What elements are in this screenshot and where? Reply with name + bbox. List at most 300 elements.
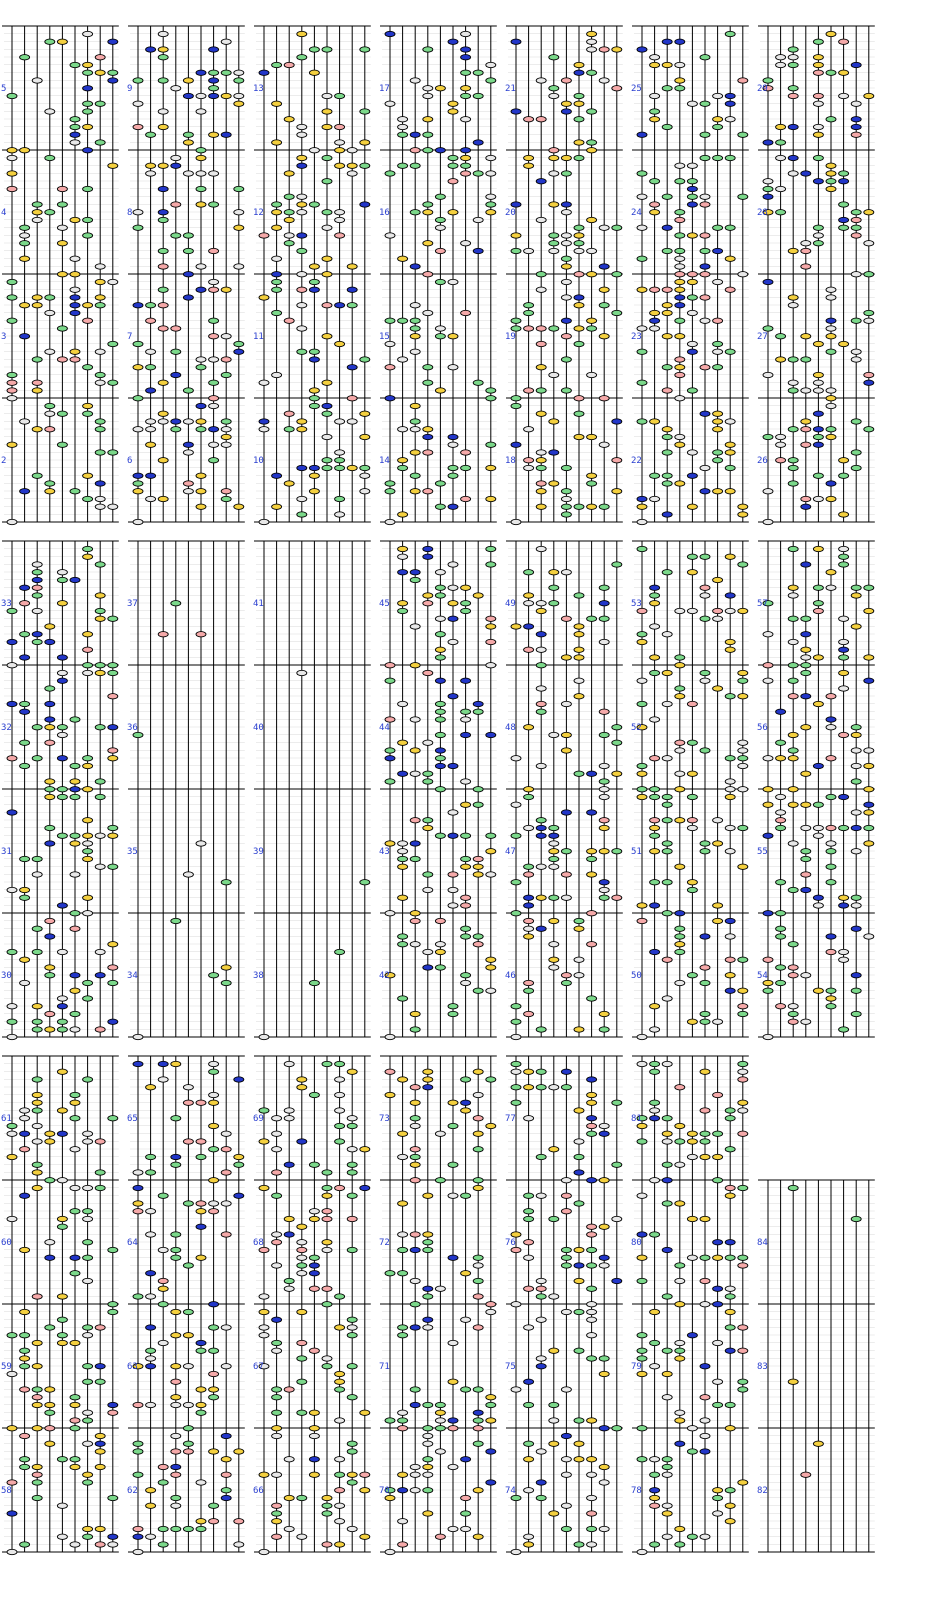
note-green[interactable]: [776, 965, 786, 970]
note-pink[interactable]: [599, 396, 609, 401]
note-green[interactable]: [549, 601, 559, 606]
note-green[interactable]: [45, 973, 55, 978]
note-white[interactable]: [335, 1519, 345, 1524]
note-yellow[interactable]: [57, 1340, 67, 1345]
note-blue[interactable]: [158, 1061, 168, 1066]
note-green[interactable]: [335, 1387, 345, 1392]
note-green[interactable]: [108, 341, 118, 346]
note-white[interactable]: [738, 763, 748, 768]
note-pink[interactable]: [309, 1348, 319, 1353]
note-green[interactable]: [486, 546, 496, 551]
note-pink[interactable]: [637, 918, 647, 923]
note-green[interactable]: [57, 1224, 67, 1229]
note-green[interactable]: [95, 725, 105, 730]
note-white[interactable]: [776, 794, 786, 799]
note-green[interactable]: [587, 616, 597, 621]
note-white[interactable]: [57, 732, 67, 737]
note-yellow[interactable]: [70, 779, 80, 784]
note-green[interactable]: [675, 1348, 685, 1353]
note-blue[interactable]: [196, 1224, 206, 1229]
note-white[interactable]: [284, 1061, 294, 1066]
note-blue[interactable]: [524, 1379, 534, 1384]
note-blue[interactable]: [801, 887, 811, 892]
note-white[interactable]: [448, 279, 458, 284]
note-blue[interactable]: [360, 202, 370, 207]
note-green[interactable]: [133, 225, 143, 230]
note-white[interactable]: [259, 1549, 269, 1554]
note-white[interactable]: [410, 717, 420, 722]
note-green[interactable]: [7, 372, 17, 377]
note-yellow[interactable]: [83, 856, 93, 861]
note-green[interactable]: [763, 186, 773, 191]
note-white[interactable]: [322, 1356, 332, 1361]
note-green[interactable]: [335, 1061, 345, 1066]
note-green[interactable]: [297, 1379, 307, 1384]
note-blue[interactable]: [146, 1325, 156, 1330]
note-yellow[interactable]: [524, 1069, 534, 1074]
note-green[interactable]: [851, 585, 861, 590]
note-white[interactable]: [725, 787, 735, 792]
note-yellow[interactable]: [398, 864, 408, 869]
note-white[interactable]: [536, 1193, 546, 1198]
note-green[interactable]: [700, 980, 710, 985]
note-yellow[interactable]: [461, 1108, 471, 1113]
note-blue[interactable]: [448, 694, 458, 699]
note-green[interactable]: [20, 1457, 30, 1462]
note-blue[interactable]: [146, 1364, 156, 1369]
note-pink[interactable]: [637, 608, 647, 613]
note-pink[interactable]: [221, 357, 231, 362]
note-white[interactable]: [146, 1232, 156, 1237]
note-yellow[interactable]: [675, 1356, 685, 1361]
note-yellow[interactable]: [687, 771, 697, 776]
note-yellow[interactable]: [20, 887, 30, 892]
note-pink[interactable]: [209, 1209, 219, 1214]
note-pink[interactable]: [45, 918, 55, 923]
note-yellow[interactable]: [448, 334, 458, 339]
note-green[interactable]: [32, 1495, 42, 1500]
note-green[interactable]: [57, 1317, 67, 1322]
note-blue[interactable]: [309, 465, 319, 470]
note-blue[interactable]: [309, 287, 319, 292]
note-yellow[interactable]: [297, 1085, 307, 1090]
note-green[interactable]: [536, 1027, 546, 1032]
note-yellow[interactable]: [561, 155, 571, 160]
note-green[interactable]: [435, 787, 445, 792]
note-white[interactable]: [410, 78, 420, 83]
note-pink[interactable]: [776, 818, 786, 823]
note-blue[interactable]: [675, 1441, 685, 1446]
note-yellow[interactable]: [574, 434, 584, 439]
note-yellow[interactable]: [675, 1201, 685, 1206]
note-green[interactable]: [536, 272, 546, 277]
note-blue[interactable]: [347, 365, 357, 370]
note-yellow[interactable]: [309, 1472, 319, 1477]
note-pink[interactable]: [234, 1519, 244, 1524]
note-white[interactable]: [95, 349, 105, 354]
note-white[interactable]: [297, 194, 307, 199]
note-pink[interactable]: [599, 818, 609, 823]
note-green[interactable]: [45, 403, 55, 408]
note-yellow[interactable]: [32, 303, 42, 308]
note-pink[interactable]: [687, 272, 697, 277]
note-white[interactable]: [95, 496, 105, 501]
note-white[interactable]: [461, 1317, 471, 1322]
note-green[interactable]: [410, 419, 420, 424]
note-white[interactable]: [209, 442, 219, 447]
note-pink[interactable]: [347, 396, 357, 401]
note-white[interactable]: [511, 519, 521, 524]
note-pink[interactable]: [221, 1472, 231, 1477]
note-white[interactable]: [234, 264, 244, 269]
note-green[interactable]: [612, 225, 622, 230]
note-green[interactable]: [662, 481, 672, 486]
note-yellow[interactable]: [448, 101, 458, 106]
note-white[interactable]: [398, 427, 408, 432]
note-white[interactable]: [410, 1278, 420, 1283]
note-yellow[interactable]: [83, 1472, 93, 1477]
note-yellow[interactable]: [612, 47, 622, 52]
note-green[interactable]: [700, 155, 710, 160]
note-green[interactable]: [234, 186, 244, 191]
note-white[interactable]: [385, 233, 395, 238]
note-white[interactable]: [574, 957, 584, 962]
note-green[interactable]: [171, 1495, 181, 1500]
note-green[interactable]: [511, 326, 521, 331]
note-white[interactable]: [83, 1410, 93, 1415]
note-white[interactable]: [272, 1472, 282, 1477]
note-yellow[interactable]: [725, 554, 735, 559]
note-pink[interactable]: [662, 388, 672, 393]
note-white[interactable]: [398, 124, 408, 129]
note-yellow[interactable]: [259, 1472, 269, 1477]
note-green[interactable]: [650, 670, 660, 675]
note-white[interactable]: [713, 349, 723, 354]
note-green[interactable]: [57, 1333, 67, 1338]
note-white[interactable]: [70, 1147, 80, 1152]
note-blue[interactable]: [20, 1193, 30, 1198]
note-yellow[interactable]: [435, 86, 445, 91]
note-yellow[interactable]: [461, 155, 471, 160]
note-white[interactable]: [70, 287, 80, 292]
note-yellow[interactable]: [725, 256, 735, 261]
note-blue[interactable]: [57, 756, 67, 761]
note-yellow[interactable]: [524, 163, 534, 168]
note-green[interactable]: [851, 725, 861, 730]
note-green[interactable]: [813, 225, 823, 230]
note-yellow[interactable]: [95, 593, 105, 598]
note-yellow[interactable]: [725, 450, 735, 455]
note-blue[interactable]: [637, 132, 647, 137]
note-yellow[interactable]: [675, 1418, 685, 1423]
note-yellow[interactable]: [20, 1247, 30, 1252]
note-white[interactable]: [435, 225, 445, 230]
note-green[interactable]: [146, 365, 156, 370]
note-yellow[interactable]: [45, 1027, 55, 1032]
note-white[interactable]: [864, 934, 874, 939]
note-yellow[interactable]: [322, 1193, 332, 1198]
note-yellow[interactable]: [83, 303, 93, 308]
note-green[interactable]: [196, 1348, 206, 1353]
note-yellow[interactable]: [637, 903, 647, 908]
note-yellow[interactable]: [561, 264, 571, 269]
note-white[interactable]: [839, 639, 849, 644]
note-white[interactable]: [687, 341, 697, 346]
note-blue[interactable]: [146, 388, 156, 393]
note-white[interactable]: [335, 1092, 345, 1097]
note-green[interactable]: [183, 1263, 193, 1268]
note-blue[interactable]: [524, 624, 534, 629]
note-blue[interactable]: [423, 546, 433, 551]
note-green[interactable]: [32, 473, 42, 478]
note-white[interactable]: [83, 31, 93, 36]
note-yellow[interactable]: [146, 442, 156, 447]
note-white[interactable]: [650, 1027, 660, 1032]
note-green[interactable]: [284, 241, 294, 246]
note-white[interactable]: [347, 419, 357, 424]
note-green[interactable]: [95, 419, 105, 424]
note-white[interactable]: [587, 1309, 597, 1314]
note-pink[interactable]: [259, 1247, 269, 1252]
note-white[interactable]: [826, 295, 836, 300]
note-green[interactable]: [561, 489, 571, 494]
note-white[interactable]: [713, 1511, 723, 1516]
note-blue[interactable]: [272, 1317, 282, 1322]
note-green[interactable]: [700, 1019, 710, 1024]
note-blue[interactable]: [448, 833, 458, 838]
note-yellow[interactable]: [322, 124, 332, 129]
note-white[interactable]: [788, 841, 798, 846]
note-green[interactable]: [650, 833, 660, 838]
note-white[interactable]: [561, 496, 571, 501]
note-blue[interactable]: [561, 202, 571, 207]
note-yellow[interactable]: [801, 802, 811, 807]
note-yellow[interactable]: [209, 132, 219, 137]
note-blue[interactable]: [309, 1271, 319, 1276]
note-white[interactable]: [32, 562, 42, 567]
note-white[interactable]: [826, 841, 836, 846]
note-blue[interactable]: [725, 918, 735, 923]
note-blue[interactable]: [461, 678, 471, 683]
note-green[interactable]: [662, 450, 672, 455]
note-white[interactable]: [763, 756, 773, 761]
note-green[interactable]: [612, 310, 622, 315]
note-green[interactable]: [20, 225, 30, 230]
note-white[interactable]: [221, 334, 231, 339]
note-yellow[interactable]: [599, 849, 609, 854]
note-white[interactable]: [763, 632, 773, 637]
note-white[interactable]: [851, 349, 861, 354]
note-yellow[interactable]: [826, 396, 836, 401]
note-green[interactable]: [423, 380, 433, 385]
note-green[interactable]: [435, 481, 445, 486]
note-white[interactable]: [108, 1542, 118, 1547]
note-green[interactable]: [725, 465, 735, 470]
note-white[interactable]: [776, 810, 786, 815]
note-white[interactable]: [423, 1472, 433, 1477]
note-white[interactable]: [713, 1019, 723, 1024]
note-pink[interactable]: [801, 442, 811, 447]
note-yellow[interactable]: [713, 489, 723, 494]
note-blue[interactable]: [435, 678, 445, 683]
note-yellow[interactable]: [95, 70, 105, 75]
note-green[interactable]: [45, 155, 55, 160]
note-yellow[interactable]: [32, 1340, 42, 1345]
note-pink[interactable]: [297, 1247, 307, 1252]
note-yellow[interactable]: [864, 810, 874, 815]
note-green[interactable]: [536, 1495, 546, 1500]
note-blue[interactable]: [234, 1077, 244, 1082]
note-white[interactable]: [7, 663, 17, 668]
note-blue[interactable]: [423, 1085, 433, 1090]
note-white[interactable]: [284, 233, 294, 238]
note-green[interactable]: [511, 880, 521, 885]
note-white[interactable]: [549, 841, 559, 846]
note-yellow[interactable]: [574, 632, 584, 637]
note-white[interactable]: [524, 248, 534, 253]
note-blue[interactable]: [347, 287, 357, 292]
note-pink[interactable]: [108, 748, 118, 753]
note-green[interactable]: [650, 1069, 660, 1074]
note-yellow[interactable]: [57, 39, 67, 44]
note-white[interactable]: [461, 980, 471, 985]
note-yellow[interactable]: [561, 101, 571, 106]
note-yellow[interactable]: [473, 1131, 483, 1136]
note-green[interactable]: [574, 771, 584, 776]
note-yellow[interactable]: [738, 694, 748, 699]
note-green[interactable]: [839, 655, 849, 660]
note-pink[interactable]: [448, 872, 458, 877]
note-green[interactable]: [158, 287, 168, 292]
note-pink[interactable]: [788, 965, 798, 970]
note-yellow[interactable]: [221, 1457, 231, 1462]
note-green[interactable]: [309, 403, 319, 408]
note-green[interactable]: [612, 562, 622, 567]
note-yellow[interactable]: [171, 1061, 181, 1066]
note-green[interactable]: [423, 365, 433, 370]
note-white[interactable]: [108, 504, 118, 509]
note-green[interactable]: [662, 1464, 672, 1469]
note-green[interactable]: [435, 217, 445, 222]
note-pink[interactable]: [473, 1426, 483, 1431]
note-blue[interactable]: [259, 70, 269, 75]
note-white[interactable]: [524, 1534, 534, 1539]
note-yellow[interactable]: [675, 942, 685, 947]
note-white[interactable]: [133, 1170, 143, 1175]
note-green[interactable]: [423, 1294, 433, 1299]
note-white[interactable]: [83, 670, 93, 675]
note-yellow[interactable]: [713, 918, 723, 923]
note-white[interactable]: [599, 1526, 609, 1531]
note-yellow[interactable]: [410, 748, 420, 753]
note-white[interactable]: [524, 1325, 534, 1330]
note-green[interactable]: [788, 357, 798, 362]
note-green[interactable]: [473, 171, 483, 176]
note-green[interactable]: [738, 756, 748, 761]
note-blue[interactable]: [196, 70, 206, 75]
note-blue[interactable]: [45, 717, 55, 722]
note-green[interactable]: [83, 1480, 93, 1485]
note-yellow[interactable]: [272, 140, 282, 145]
note-white[interactable]: [713, 1379, 723, 1384]
note-white[interactable]: [650, 624, 660, 629]
note-white[interactable]: [57, 570, 67, 575]
note-green[interactable]: [524, 864, 534, 869]
note-green[interactable]: [738, 132, 748, 137]
note-white[interactable]: [297, 326, 307, 331]
note-white[interactable]: [209, 357, 219, 362]
note-blue[interactable]: [20, 709, 30, 714]
note-yellow[interactable]: [32, 1100, 42, 1105]
note-pink[interactable]: [272, 1240, 282, 1245]
note-pink[interactable]: [70, 926, 80, 931]
note-green[interactable]: [864, 427, 874, 432]
note-green[interactable]: [700, 1139, 710, 1144]
note-white[interactable]: [435, 942, 445, 947]
note-green[interactable]: [158, 1526, 168, 1531]
note-white[interactable]: [839, 957, 849, 962]
note-white[interactable]: [272, 1433, 282, 1438]
note-blue[interactable]: [561, 318, 571, 323]
note-yellow[interactable]: [511, 624, 521, 629]
note-pink[interactable]: [209, 248, 219, 253]
note-yellow[interactable]: [259, 295, 269, 300]
note-green[interactable]: [448, 1011, 458, 1016]
note-yellow[interactable]: [196, 1519, 206, 1524]
note-pink[interactable]: [763, 663, 773, 668]
note-yellow[interactable]: [637, 771, 647, 776]
note-white[interactable]: [851, 748, 861, 753]
note-white[interactable]: [461, 717, 471, 722]
note-green[interactable]: [461, 465, 471, 470]
note-blue[interactable]: [133, 1061, 143, 1066]
note-yellow[interactable]: [839, 512, 849, 517]
note-green[interactable]: [813, 39, 823, 44]
note-green[interactable]: [675, 949, 685, 954]
note-green[interactable]: [423, 1402, 433, 1407]
note-white[interactable]: [410, 349, 420, 354]
note-white[interactable]: [549, 1418, 559, 1423]
note-white[interactable]: [297, 1271, 307, 1276]
note-blue[interactable]: [662, 1247, 672, 1252]
note-green[interactable]: [650, 1232, 660, 1237]
note-green[interactable]: [687, 194, 697, 199]
note-blue[interactable]: [108, 78, 118, 83]
note-blue[interactable]: [788, 124, 798, 129]
note-blue[interactable]: [813, 411, 823, 416]
note-green[interactable]: [45, 295, 55, 300]
note-green[interactable]: [599, 779, 609, 784]
note-green[interactable]: [637, 1426, 647, 1431]
note-green[interactable]: [448, 155, 458, 160]
note-yellow[interactable]: [725, 973, 735, 978]
note-white[interactable]: [486, 988, 496, 993]
note-blue[interactable]: [410, 1325, 420, 1330]
note-white[interactable]: [45, 310, 55, 315]
note-yellow[interactable]: [687, 880, 697, 885]
note-blue[interactable]: [763, 911, 773, 916]
note-white[interactable]: [650, 55, 660, 60]
note-white[interactable]: [536, 1317, 546, 1322]
note-green[interactable]: [209, 70, 219, 75]
note-white[interactable]: [851, 849, 861, 854]
note-green[interactable]: [322, 1503, 332, 1508]
note-blue[interactable]: [423, 1286, 433, 1291]
note-white[interactable]: [196, 109, 206, 114]
note-yellow[interactable]: [486, 465, 496, 470]
note-yellow[interactable]: [587, 1418, 597, 1423]
note-green[interactable]: [687, 295, 697, 300]
